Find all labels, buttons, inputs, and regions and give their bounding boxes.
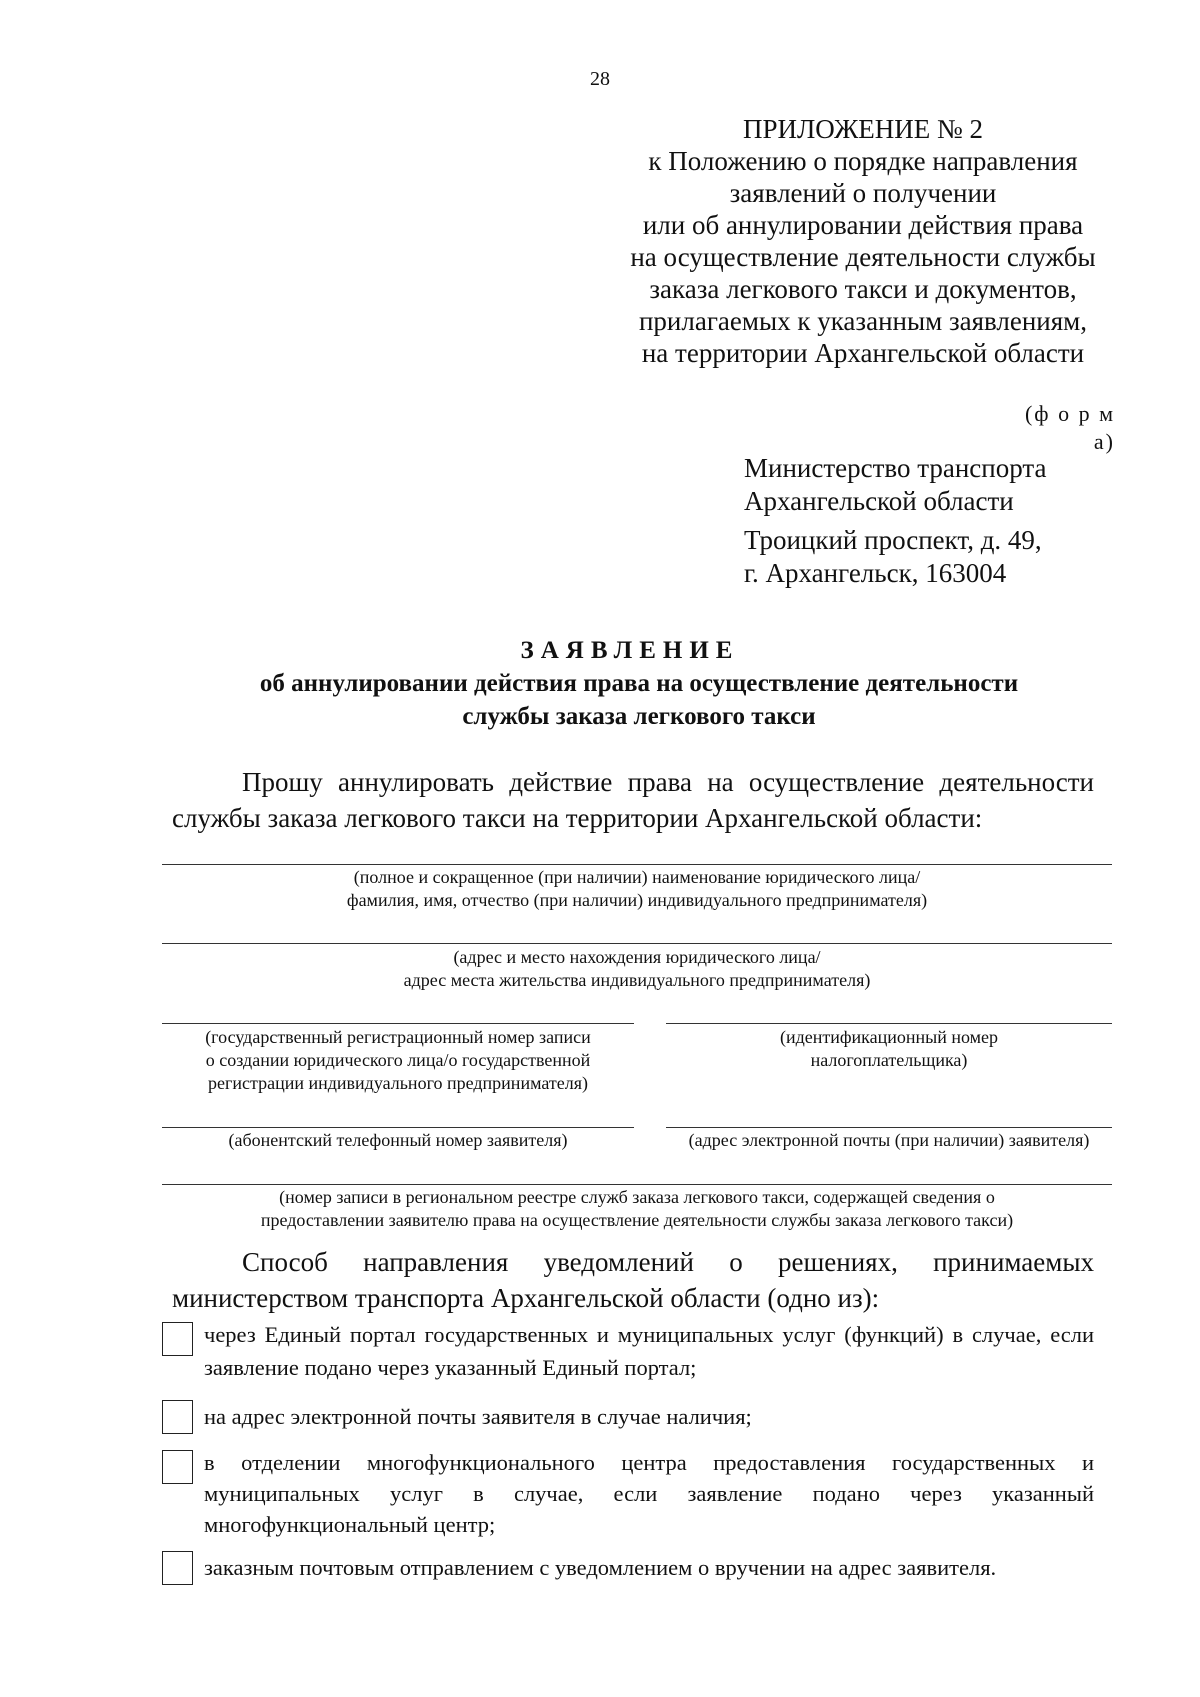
option-label-post: заказным почтовым отправлением с уведомлением о вручении на адрес заявителя.: [204, 1555, 997, 1580]
reg-number-field-line[interactable]: [162, 1023, 634, 1024]
email-field-caption: (адрес электронной почты (при наличии) заявителя): [688, 1130, 1090, 1150]
appendix-line: на территории Архангельской области: [641, 338, 1085, 368]
recipient-address: [744, 452, 1164, 590]
caption-line: предоставлении заявителю права на осуществление деятельности службы заказа легкового такси): [260, 1210, 1014, 1230]
appendix-line: к Положению о порядке направления: [648, 146, 1078, 176]
reg-number-field-caption: [162, 1026, 634, 1095]
appendix-header: [598, 113, 1128, 369]
option-checkbox-post[interactable]: [162, 1551, 193, 1585]
notification-text: Способ направления уведомлений о решениях, принимаемых министерством транспорта Архангельской области (одно из):: [172, 1247, 1094, 1313]
caption-line: о создании юридического лица/о государственной: [205, 1050, 591, 1070]
subtitle-line: об аннулировании действия права на осуществление деятельности: [259, 670, 1019, 697]
option-checkbox-portal[interactable]: [162, 1322, 193, 1356]
registry-field-caption: [162, 1186, 1112, 1232]
option-label-portal: через Единый портал государственных и муниципальных услуг (функций) в случае, если заявление подано через указанный Единый портал;: [204, 1322, 1094, 1380]
inn-field-caption: [666, 1026, 1112, 1072]
caption-line: адрес места жительства индивидуального предпринимателя): [403, 970, 871, 990]
caption-line: (государственный регистрационный номер записи: [205, 1027, 591, 1047]
recipient-line: Министерство транспорта: [744, 453, 1047, 483]
option-checkbox-mfc[interactable]: [162, 1450, 193, 1484]
email-field-line[interactable]: [666, 1127, 1112, 1128]
phone-field-line[interactable]: [162, 1127, 634, 1128]
registry-field-line[interactable]: [162, 1184, 1112, 1185]
appendix-line: прилагаемых к указанным заявлениям,: [638, 306, 1088, 336]
name-field-caption: [162, 866, 1112, 912]
page-number: 28: [590, 68, 610, 90]
appendix-line: на осуществление деятельности службы: [630, 242, 1096, 272]
caption-line: налогоплательщика): [810, 1050, 968, 1070]
caption-line: фамилия, имя, отчество (при наличии) индивидуального предпринимателя): [346, 890, 928, 910]
appendix-line: заявлений о получении: [729, 178, 997, 208]
phone-field-caption: (абонентский телефонный номер заявителя): [228, 1130, 568, 1150]
document-subtitle: [160, 667, 1118, 733]
name-field-line[interactable]: [162, 864, 1112, 865]
option-label-email: на адрес электронной почты заявителя в случае наличия;: [204, 1404, 752, 1429]
address-field-line[interactable]: [162, 943, 1112, 944]
caption-line: (полное и сокращенное (при наличии) наименование юридического лица/: [353, 867, 921, 887]
option-checkbox-email[interactable]: [162, 1400, 193, 1434]
option-label-mfc: в отделении многофункционального центра предоставления государственных и муниципальных услуг в случае, если заявление подано через указанный многофункциональный центр;: [204, 1450, 1094, 1537]
appendix-title: ПРИЛОЖЕНИЕ № 2: [742, 114, 984, 144]
recipient-line: Троицкий проспект, д. 49,: [744, 525, 1042, 555]
recipient-line: Архангельской области: [744, 486, 1014, 516]
form-label: (ф о р м а): [1024, 401, 1115, 454]
inn-field-line[interactable]: [666, 1023, 1112, 1024]
recipient-line: г. Архангельск, 163004: [744, 558, 1007, 588]
request-text: Прошу аннулировать действие права на осуществление деятельности службы заказа легкового такси на территории Архангельской области:: [172, 767, 1094, 833]
document-title: ЗАЯВЛЕНИЕ: [520, 637, 740, 664]
caption-line: (номер записи в региональном реестре служб заказа легкового такси, содержащей сведения о: [279, 1187, 995, 1207]
subtitle-line: службы заказа легкового такси: [462, 703, 816, 730]
appendix-line: или об аннулировании действия права: [642, 210, 1084, 240]
caption-line: (адрес и место нахождения юридического лица/: [453, 947, 821, 967]
notification-paragraph: [172, 1244, 1094, 1316]
caption-line: (идентификационный номер: [779, 1027, 999, 1047]
address-field-caption: [162, 946, 1112, 992]
appendix-line: заказа легкового такси и документов,: [649, 274, 1077, 304]
request-paragraph: [172, 764, 1094, 836]
caption-line: регистрации индивидуального предпринимателя): [208, 1073, 588, 1093]
